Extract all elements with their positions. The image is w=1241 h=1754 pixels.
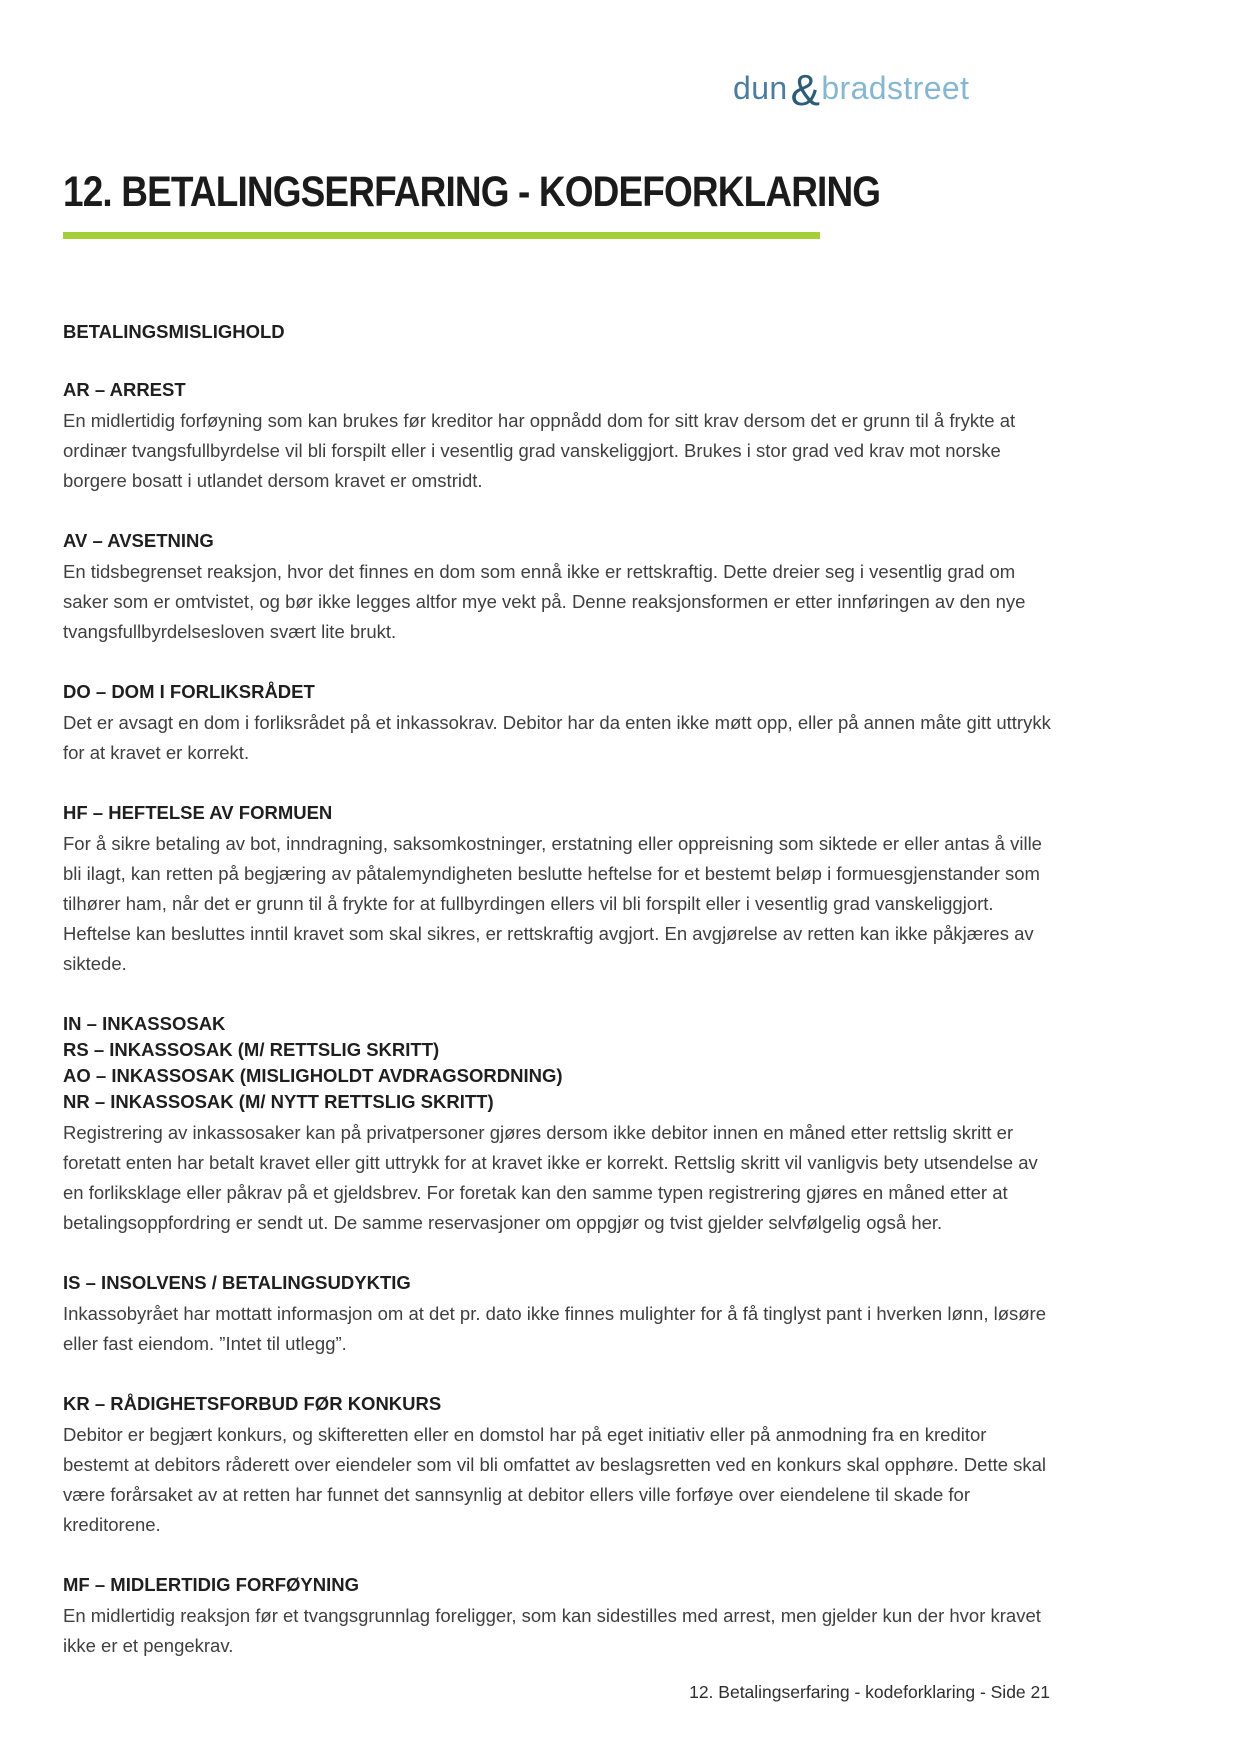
section-av-avsetning xyxy=(63,528,1053,647)
section-body: For å sikre betaling av bot, inndragning, saksomkostninger, erstatning eller oppreisning som siktede er eller antas å ville bli ilagt, kan retten på begjæring av påtalemyndigheten beslutte heftelse for et bestemt beløp i formuesgjenstander som tilhører ham, når det er grunn til å frykte for at fullbyrdingen ellers vil bli forspilt eller i vesentlig grad vanskeliggjort. Heftelse kan besluttes inntil kravet som skal sikres, er rettskraftig avgjort. En avgjørelse av retten kan ikke påkjæres av siktede. xyxy=(63,833,1042,974)
section-heading-nr: NR – INKASSOSAK (M/ NYTT RETTSLIG SKRITT) xyxy=(63,1091,494,1112)
section-hf-heftelse-av-formuen xyxy=(63,800,1053,979)
section-heading: AV – AVSETNING xyxy=(63,530,214,551)
section-body: Registrering av inkassosaker kan på privatpersoner gjøres dersom ikke debitor innen en måned etter rettslig skritt er foretatt enten har betalt kravet eller gitt uttrykk for at kravet ikke er korrekt. Rettslig skritt vil vanligvis bety utsendelse av en forliksklage eller påkrav på et gjeldsbrev. For foretak kan den samme typen registrering gjøres en måned etter at betalingsoppfordring er sendt ut. De samme reservasjoner om oppgjør og tvist gjelder selvfølgelig også her. xyxy=(63,1122,1038,1233)
logo-ampersand-icon: & xyxy=(790,66,821,115)
section-heading-ao: AO – INKASSOSAK (MISLIGHOLDT AVDRAGSORDNING) xyxy=(63,1065,563,1086)
section-kr-radighetsforbud xyxy=(63,1391,1053,1540)
page-title: 12. BETALINGSERFARING - KODEFORKLARING xyxy=(63,168,881,216)
section-ar-arrest xyxy=(63,377,1053,496)
page-footer: 12. Betalingserfaring - kodeforklaring - Side 21 xyxy=(689,1682,1050,1702)
section-inkassosak-group xyxy=(63,1011,1053,1238)
section-body: En midlertidig reaksjon før et tvangsgrunnlag foreligger, som kan sidestilles med arrest, men gjelder kun der hvor kravet ikke er et pengekrav. xyxy=(63,1605,1041,1656)
section-body: En midlertidig forføyning som kan brukes før kreditor har oppnådd dom for sitt krav dersom det er grunn til å frykte at ordinær tvangsfullbyrdelse vil bli forspilt eller i vesentlig grad vanskeliggjort. Brukes i stor grad ved krav mot norske borgere bosatt i utlandet dersom kravet er omstridt. xyxy=(63,410,1016,491)
title-accent-bar xyxy=(63,232,820,239)
logo-text-dun: dun xyxy=(733,70,788,106)
section-mf-midlertidig-forfoyning xyxy=(63,1572,1053,1661)
section-body: Det er avsagt en dom i forliksrådet på et inkassokrav. Debitor har da enten ikke møtt opp, eller på annen måte gitt uttrykk for at kravet er korrekt. xyxy=(63,712,1051,763)
section-heading-rs: RS – INKASSOSAK (M/ RETTSLIG SKRITT) xyxy=(63,1039,440,1060)
section-body: Inkassobyrået har mottatt informasjon om at det pr. dato ikke finnes mulighter for å få tinglyst pant i hverken lønn, løsøre eller fast eiendom. ”Intet til utlegg”. xyxy=(63,1303,1047,1354)
section-heading: HF – HEFTELSE AV FORMUEN xyxy=(63,802,333,823)
section-heading: DO – DOM I FORLIKSRÅDET xyxy=(63,681,315,702)
section-do-dom-i-forliksradet xyxy=(63,679,1053,768)
document-content xyxy=(63,0,1053,1661)
section-heading: KR – RÅDIGHETSFORBUD FØR KONKURS xyxy=(63,1393,442,1414)
section-is-insolvens xyxy=(63,1270,1053,1359)
section-body: Debitor er begjært konkurs, og skifteretten eller en domstol har på eget initiativ eller på anmodning fra en kreditor bestemt at debitors råderett over eiendeler som vil bli omfattet av beslagsretten ved en konkurs skal opphøre. Dette skal være forårsaket av at retten har funnet det sannsynlig at debitor ellers ville forføye over eiendelene til skade for kreditorene. xyxy=(63,1424,1047,1535)
group-header-betalingsmislighold: BETALINGSMISLIGHOLD xyxy=(63,321,285,342)
section-heading: AR – ARREST xyxy=(63,379,186,400)
section-body: En tidsbegrenset reaksjon, hvor det finnes en dom som ennå ikke er rettskraftig. Dette dreier seg i vesentlig grad om saker som er omtvistet, og bør ikke legges altfor mye vekt på. Denne reaksjonsformen er etter innføringen av den nye tvangsfullbyrdelsesloven svært lite brukt. xyxy=(63,561,1026,642)
section-heading: IS – INSOLVENS / BETALINGSUDYKTIG xyxy=(63,1272,411,1293)
section-heading-in: IN – INKASSOSAK xyxy=(63,1013,226,1034)
section-heading: MF – MIDLERTIDIG FORFØYNING xyxy=(63,1574,359,1595)
logo-text-bradstreet: bradstreet xyxy=(821,70,970,106)
